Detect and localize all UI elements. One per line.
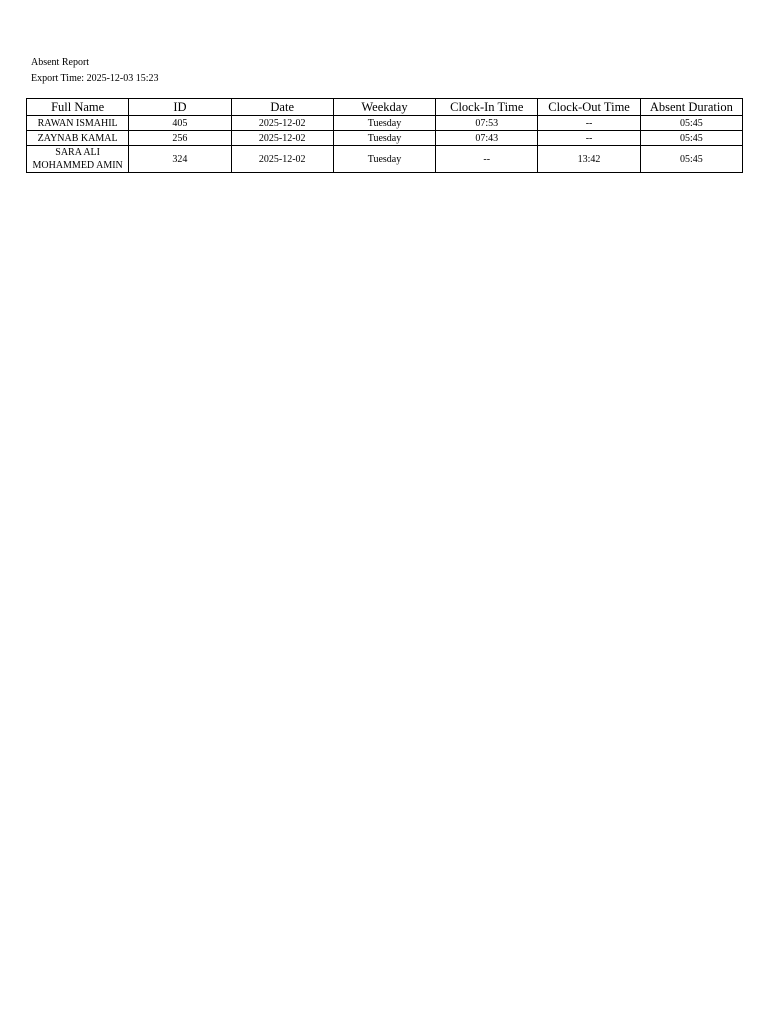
absent-report-table bbox=[26, 98, 743, 173]
clock-in-cell: -- bbox=[436, 146, 538, 173]
absent-duration-cell: 05:45 bbox=[640, 146, 742, 173]
table-row bbox=[27, 116, 743, 131]
weekday-cell: Tuesday bbox=[333, 116, 435, 131]
clock-out-cell: -- bbox=[538, 116, 640, 131]
table-header-row bbox=[27, 99, 743, 116]
id-cell: 324 bbox=[129, 146, 231, 173]
column-header-clock-in-time: Clock-In Time bbox=[436, 99, 538, 116]
full-name-cell: ZAYNAB KAMAL bbox=[27, 131, 129, 146]
date-cell: 2025-12-02 bbox=[231, 116, 333, 131]
id-cell: 405 bbox=[129, 116, 231, 131]
clock-in-cell: 07:43 bbox=[436, 131, 538, 146]
export-time: Export Time: 2025-12-03 15:23 bbox=[31, 73, 159, 84]
clock-out-cell: 13:42 bbox=[538, 146, 640, 173]
full-name-cell: RAWAN ISMAHIL bbox=[27, 116, 129, 131]
column-header-weekday: Weekday bbox=[333, 99, 435, 116]
date-cell: 2025-12-02 bbox=[231, 131, 333, 146]
weekday-cell: Tuesday bbox=[333, 131, 435, 146]
full-name-cell: SARA ALI MOHAMMED AMIN bbox=[27, 146, 129, 173]
report-title: Absent Report bbox=[31, 57, 90, 68]
column-header-full-name: Full Name bbox=[27, 99, 129, 116]
column-header-clock-out-time: Clock-Out Time bbox=[538, 99, 640, 116]
absent-duration-cell: 05:45 bbox=[640, 131, 742, 146]
report-header bbox=[31, 55, 159, 87]
id-cell: 256 bbox=[129, 131, 231, 146]
column-header-absent-duration: Absent Duration bbox=[640, 99, 742, 116]
clock-out-cell: -- bbox=[538, 131, 640, 146]
date-cell: 2025-12-02 bbox=[231, 146, 333, 173]
absent-duration-cell: 05:45 bbox=[640, 116, 742, 131]
column-header-id: ID bbox=[129, 99, 231, 116]
table-row bbox=[27, 146, 743, 173]
column-header-date: Date bbox=[231, 99, 333, 116]
table-row bbox=[27, 131, 743, 146]
weekday-cell: Tuesday bbox=[333, 146, 435, 173]
clock-in-cell: 07:53 bbox=[436, 116, 538, 131]
